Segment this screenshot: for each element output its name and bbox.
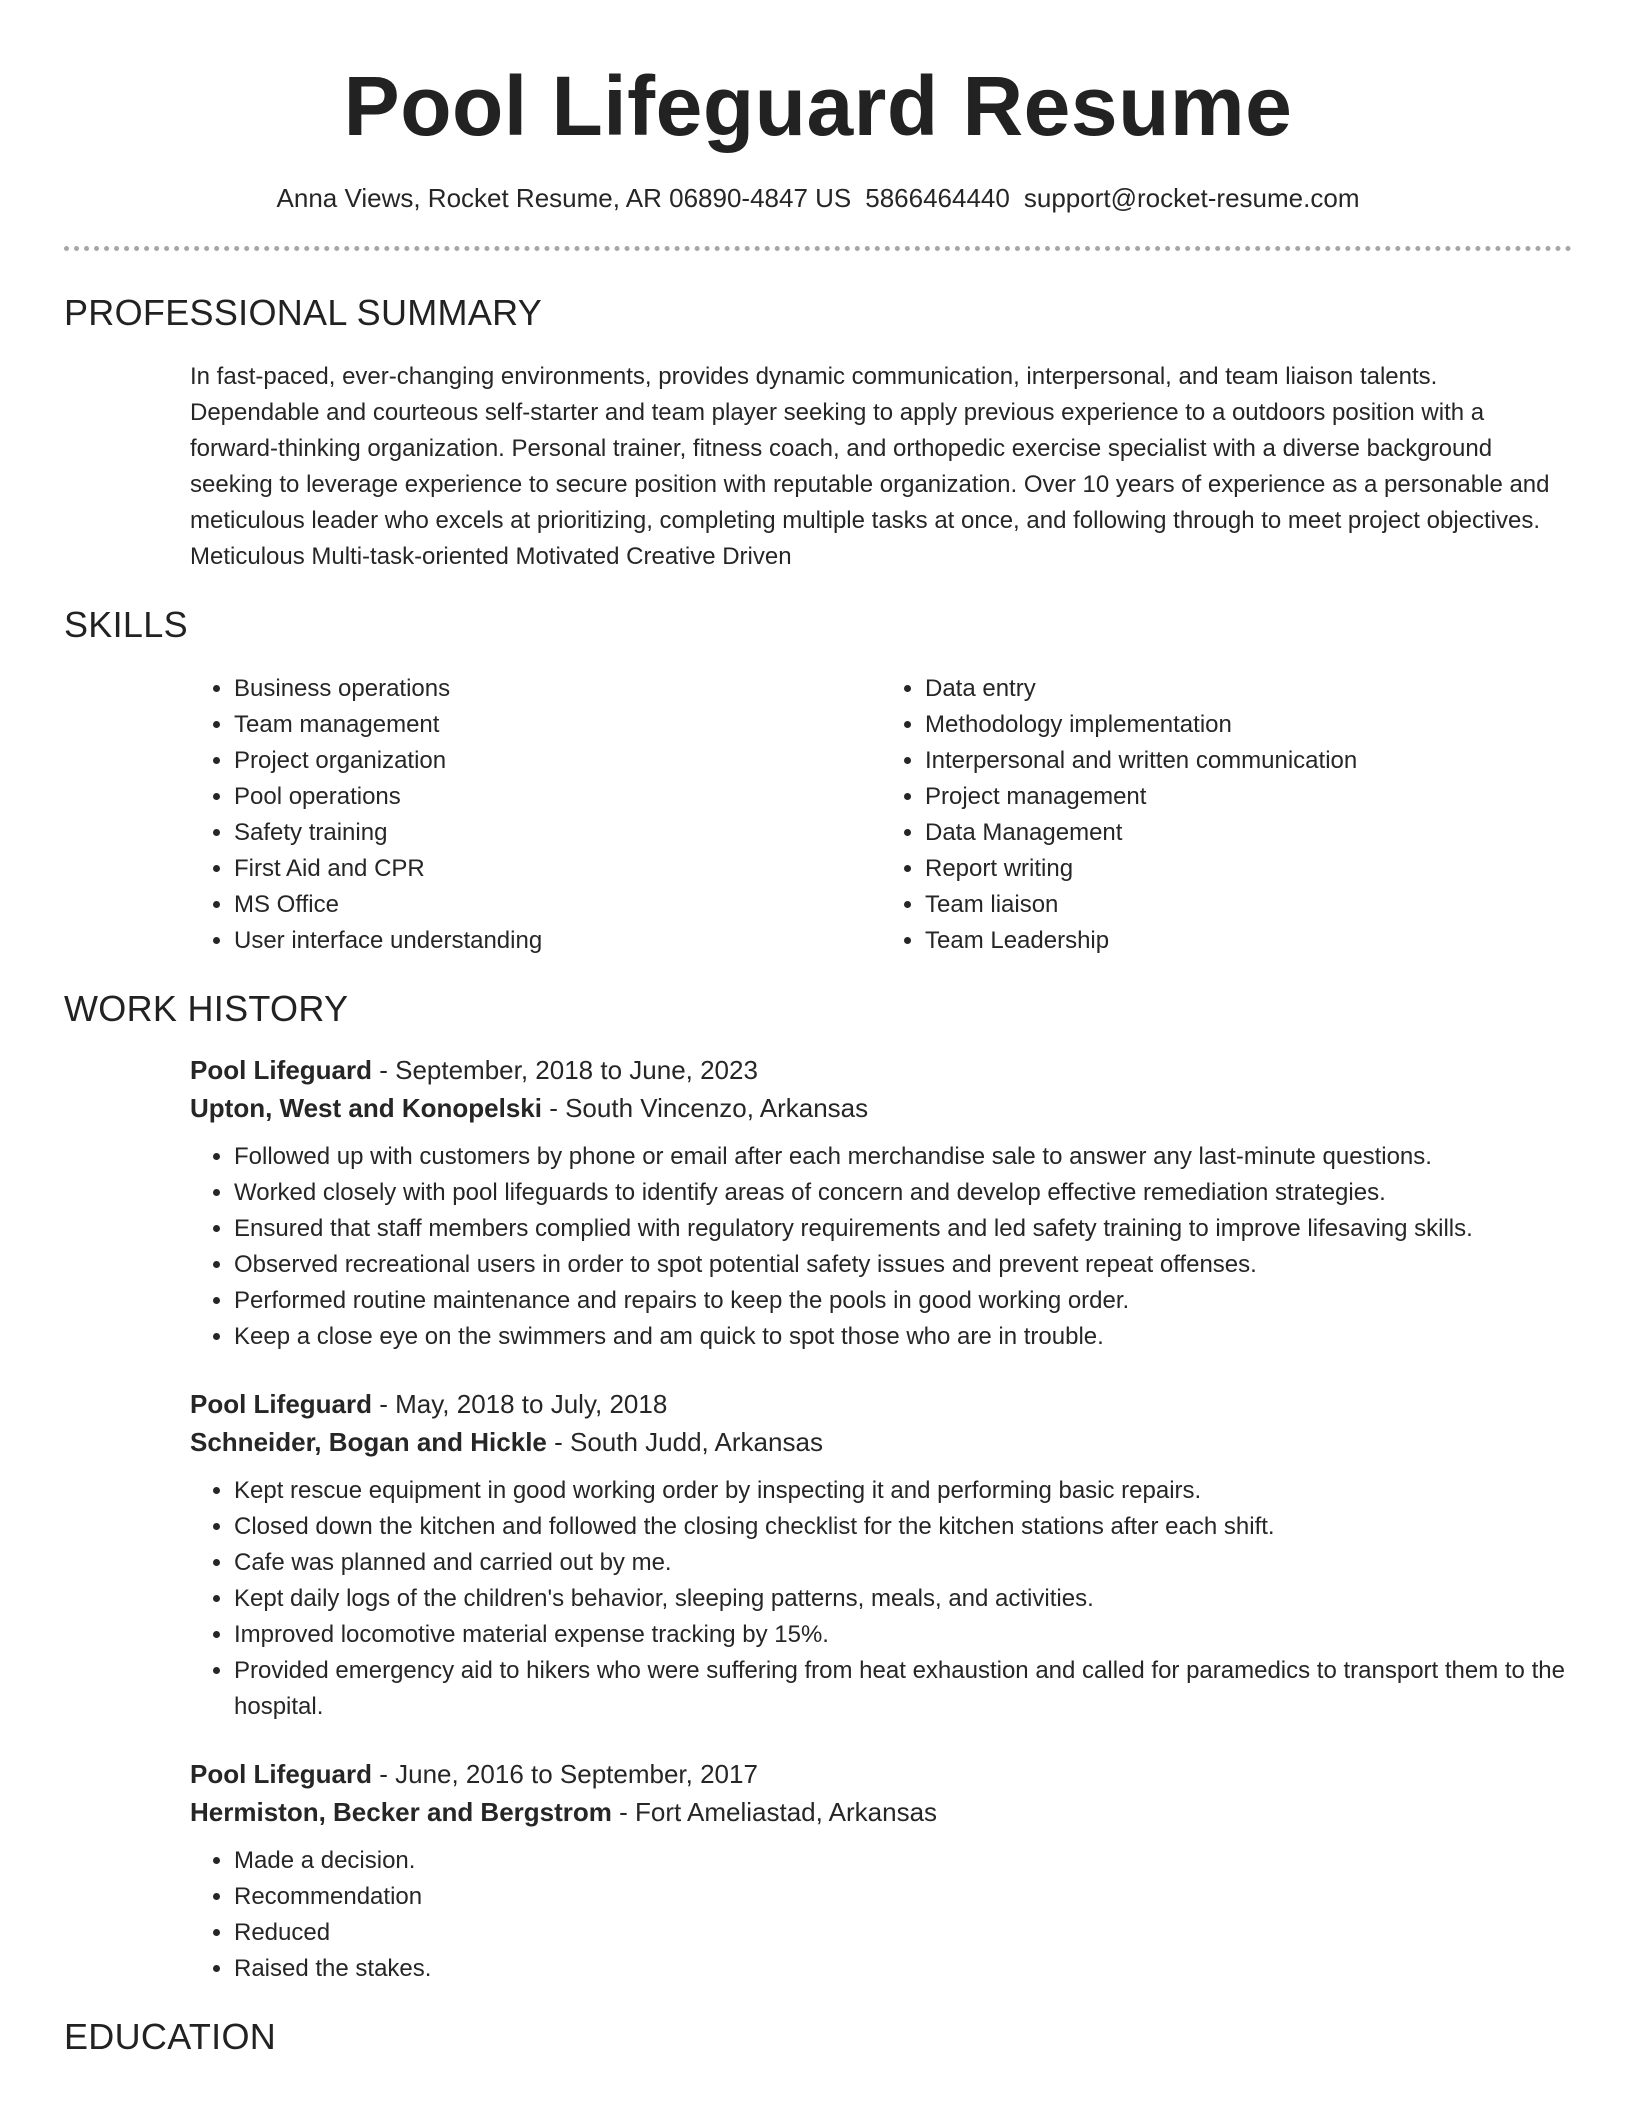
job-dates: - September, 2018 to June, 2023 bbox=[372, 1055, 758, 1085]
job-bullets bbox=[190, 1473, 1572, 1725]
skill-item: • Methodology implementation bbox=[925, 707, 1572, 743]
job-company: Upton, West and Konopelski bbox=[190, 1093, 542, 1123]
job-dates: - May, 2018 to July, 2018 bbox=[372, 1389, 668, 1419]
job-bullet: • Keep a close eye on the swimmers and am quick to spot those who are in trouble. bbox=[234, 1319, 1572, 1355]
job-bullet: • Worked closely with pool lifeguards to identify areas of concern and develop effective remediation strategies. bbox=[234, 1175, 1572, 1211]
skill-item: • Project organization bbox=[234, 743, 881, 779]
contact-line bbox=[64, 182, 1572, 214]
education-heading: EDUCATION bbox=[64, 2016, 277, 2057]
job-bullet: • Closed down the kitchen and followed the closing checklist for the kitchen stations after each shift. bbox=[234, 1509, 1572, 1545]
job-location: - South Judd, Arkansas bbox=[546, 1427, 823, 1457]
contact-address: Anna Views, Rocket Resume, AR 06890-4847 US bbox=[276, 183, 852, 213]
skill-item: • Report writing bbox=[925, 851, 1572, 887]
job-bullet: • Made a decision. bbox=[234, 1843, 1572, 1879]
job-bullet: • Observed recreational users in order to spot potential safety issues and prevent repeat offenses. bbox=[234, 1247, 1572, 1283]
skills-list-left bbox=[190, 671, 881, 959]
job-bullet: • Kept daily logs of the children's behavior, sleeping patterns, meals, and activities. bbox=[234, 1581, 1572, 1617]
job-title-line bbox=[190, 1385, 1572, 1423]
skill-item: • Safety training bbox=[234, 815, 881, 851]
job-bullet: • Improved locomotive material expense tracking by 15%. bbox=[234, 1617, 1572, 1653]
job-bullets bbox=[190, 1139, 1572, 1355]
resume-page bbox=[64, 0, 1572, 2059]
skills-heading: SKILLS bbox=[64, 604, 188, 645]
header-divider bbox=[64, 246, 1572, 251]
summary-section bbox=[190, 359, 1572, 575]
job-title: Pool Lifeguard bbox=[190, 1055, 372, 1085]
job-bullet: • Recommendation bbox=[234, 1879, 1572, 1915]
job-bullet: • Provided emergency aid to hikers who were suffering from heat exhaustion and called for paramedics to transport them to the hospital. bbox=[234, 1653, 1572, 1725]
work-heading: WORK HISTORY bbox=[64, 988, 349, 1029]
job-location: - Fort Ameliastad, Arkansas bbox=[611, 1797, 938, 1827]
skill-item: • Business operations bbox=[234, 671, 881, 707]
job-bullets bbox=[190, 1843, 1572, 1987]
skill-item: • Data Management bbox=[925, 815, 1572, 851]
skill-item: • Data entry bbox=[925, 671, 1572, 707]
job-entry bbox=[190, 1051, 1572, 1355]
contact-phone: 5866464440 bbox=[865, 183, 1010, 213]
resume-title: Pool Lifeguard Resume bbox=[343, 59, 1293, 153]
skill-item: • MS Office bbox=[234, 887, 881, 923]
job-bullet: • Ensured that staff members complied with regulatory requirements and led safety training to improve lifesaving skills. bbox=[234, 1211, 1572, 1247]
job-title: Pool Lifeguard bbox=[190, 1759, 372, 1789]
contact-email: support@rocket-resume.com bbox=[1023, 183, 1360, 213]
job-title-line bbox=[190, 1755, 1572, 1793]
job-entry bbox=[190, 1385, 1572, 1725]
job-bullet: • Cafe was planned and carried out by me. bbox=[234, 1545, 1572, 1581]
job-bullet: • Raised the stakes. bbox=[234, 1951, 1572, 1987]
skill-item: • Pool operations bbox=[234, 779, 881, 815]
skill-item: • First Aid and CPR bbox=[234, 851, 881, 887]
job-entry bbox=[190, 1755, 1572, 1987]
job-company: Hermiston, Becker and Bergstrom bbox=[190, 1797, 612, 1827]
job-company: Schneider, Bogan and Hickle bbox=[190, 1427, 547, 1457]
skill-item: • Interpersonal and written communication bbox=[925, 743, 1572, 779]
job-company-line bbox=[190, 1089, 1572, 1127]
job-bullet: • Followed up with customers by phone or email after each merchandise sale to answer any last-minute questions. bbox=[234, 1139, 1572, 1175]
summary-heading: PROFESSIONAL SUMMARY bbox=[64, 292, 543, 333]
skill-item: • Team liaison bbox=[925, 887, 1572, 923]
skill-item: • Team Leadership bbox=[925, 923, 1572, 959]
job-bullet: • Performed routine maintenance and repairs to keep the pools in good working order. bbox=[234, 1283, 1572, 1319]
summary-text: In fast-paced, ever-changing environments, provides dynamic communication, interpersonal, and team liaison talents. Dependable and courteous self-starter and team player seeking to apply previous experience to a outdoors position with a forward-thinking organization. Personal trainer, fitness coach, and orthopedic exercise specialist with a diverse background seeking to leverage experience to secure position with reputable organization. Over 10 years of experience as a personable and meticulous leader who excels at prioritizing, completing multiple tasks at once, and following through to meet project objectives. Meticulous Multi-task-oriented Motivated Creative Driven bbox=[190, 363, 1550, 570]
job-company-line bbox=[190, 1793, 1572, 1831]
job-bullet: • Reduced bbox=[234, 1915, 1572, 1951]
job-title-line bbox=[190, 1051, 1572, 1089]
skill-item: • Project management bbox=[925, 779, 1572, 815]
skills-list-right bbox=[881, 671, 1572, 959]
job-company-line bbox=[190, 1423, 1572, 1461]
job-dates: - June, 2016 to September, 2017 bbox=[372, 1759, 758, 1789]
skill-item: • Team management bbox=[234, 707, 881, 743]
job-location: - South Vincenzo, Arkansas bbox=[541, 1093, 869, 1123]
skills-section bbox=[190, 671, 1572, 959]
job-title: Pool Lifeguard bbox=[190, 1389, 372, 1419]
skill-item: • User interface understanding bbox=[234, 923, 881, 959]
job-bullet: • Kept rescue equipment in good working order by inspecting it and performing basic repairs. bbox=[234, 1473, 1572, 1509]
